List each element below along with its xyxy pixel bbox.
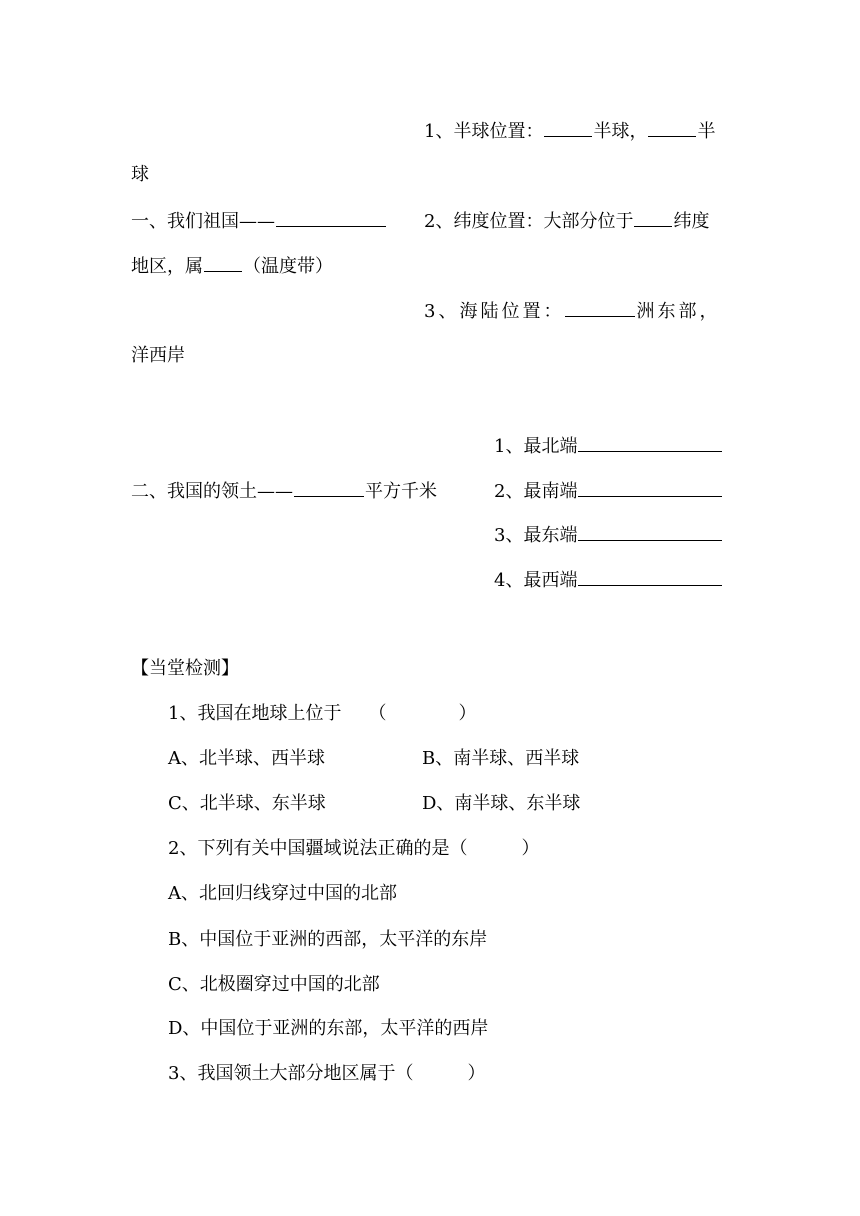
extreme-north-blank[interactable] — [578, 433, 722, 452]
hemisphere-blank-2[interactable] — [648, 118, 696, 137]
q2-option-c[interactable]: C、北极圈穿过中国的北部 — [168, 974, 380, 995]
hemisphere-mid: 半球， — [593, 121, 648, 142]
temperature-zone-blank[interactable] — [204, 253, 242, 272]
section2-unit: 平方千米 — [365, 481, 437, 502]
hemisphere-line — [424, 118, 715, 144]
latitude-line — [424, 208, 709, 234]
section1-title — [131, 208, 387, 234]
hemisphere-end: 半 — [697, 121, 716, 142]
hemisphere-wrap: 球 — [131, 164, 149, 185]
q1-option-b[interactable]: B、南半球、西半球 — [422, 748, 580, 769]
latitude-end: 纬度 — [673, 211, 710, 232]
sea-land-blank[interactable] — [565, 298, 635, 317]
extreme-label: 2、最南端 — [494, 481, 578, 502]
question-2: 2、下列有关中国疆域说法正确的是（ ） — [168, 838, 540, 859]
extreme-west-blank[interactable] — [578, 567, 722, 586]
q2-option-b[interactable]: B、中国位于亚洲的西部，太平洋的东岸 — [168, 929, 488, 950]
sea-land-label: 3、海陆位置： — [424, 301, 565, 322]
extreme-south — [494, 478, 723, 504]
section2-title — [131, 478, 437, 504]
latitude-wrap-b: （温度带） — [243, 256, 333, 277]
q2-option-d[interactable]: D、中国位于亚洲的东部，太平洋的西岸 — [168, 1018, 489, 1039]
extreme-south-blank[interactable] — [578, 478, 722, 497]
sea-land-mid: 洲东部， — [636, 301, 721, 322]
latitude-wrap-a: 地区，属 — [131, 256, 203, 277]
extreme-label: 1、最北端 — [494, 436, 578, 457]
section2-title-text: 二、我国的领土—— — [131, 481, 293, 502]
sea-land-wrap: 洋西岸 — [131, 345, 185, 366]
extreme-east-blank[interactable] — [578, 522, 722, 541]
q1-option-c[interactable]: C、北半球、东半球 — [168, 793, 326, 814]
section1-title-text: 一、我们祖国—— — [131, 211, 275, 232]
latitude-label: 2、纬度位置：大部分位于 — [424, 211, 634, 232]
extreme-label: 3、最东端 — [494, 525, 578, 546]
latitude-blank[interactable] — [634, 208, 672, 227]
extreme-west — [494, 567, 723, 593]
q1-option-d[interactable]: D、南半球、东半球 — [422, 793, 581, 814]
hemisphere-blank-1[interactable] — [544, 118, 592, 137]
sea-land-line — [424, 298, 720, 324]
question-1: 1、我国在地球上位于 （ ） — [168, 703, 477, 724]
extreme-label: 4、最西端 — [494, 570, 578, 591]
section1-title-blank[interactable] — [276, 208, 386, 227]
q1-option-a[interactable]: A、北半球、西半球 — [168, 748, 325, 769]
hemisphere-label: 1、半球位置： — [424, 121, 544, 142]
question-3: 3、我国领土大部分地区属于（ ） — [168, 1063, 486, 1084]
extreme-east — [494, 522, 723, 548]
extreme-north — [494, 433, 723, 459]
area-blank[interactable] — [294, 478, 364, 497]
quiz-heading: 【当堂检测】 — [131, 658, 239, 679]
latitude-wrap — [131, 253, 333, 279]
q2-option-a[interactable]: A、北回归线穿过中国的北部 — [168, 883, 397, 904]
